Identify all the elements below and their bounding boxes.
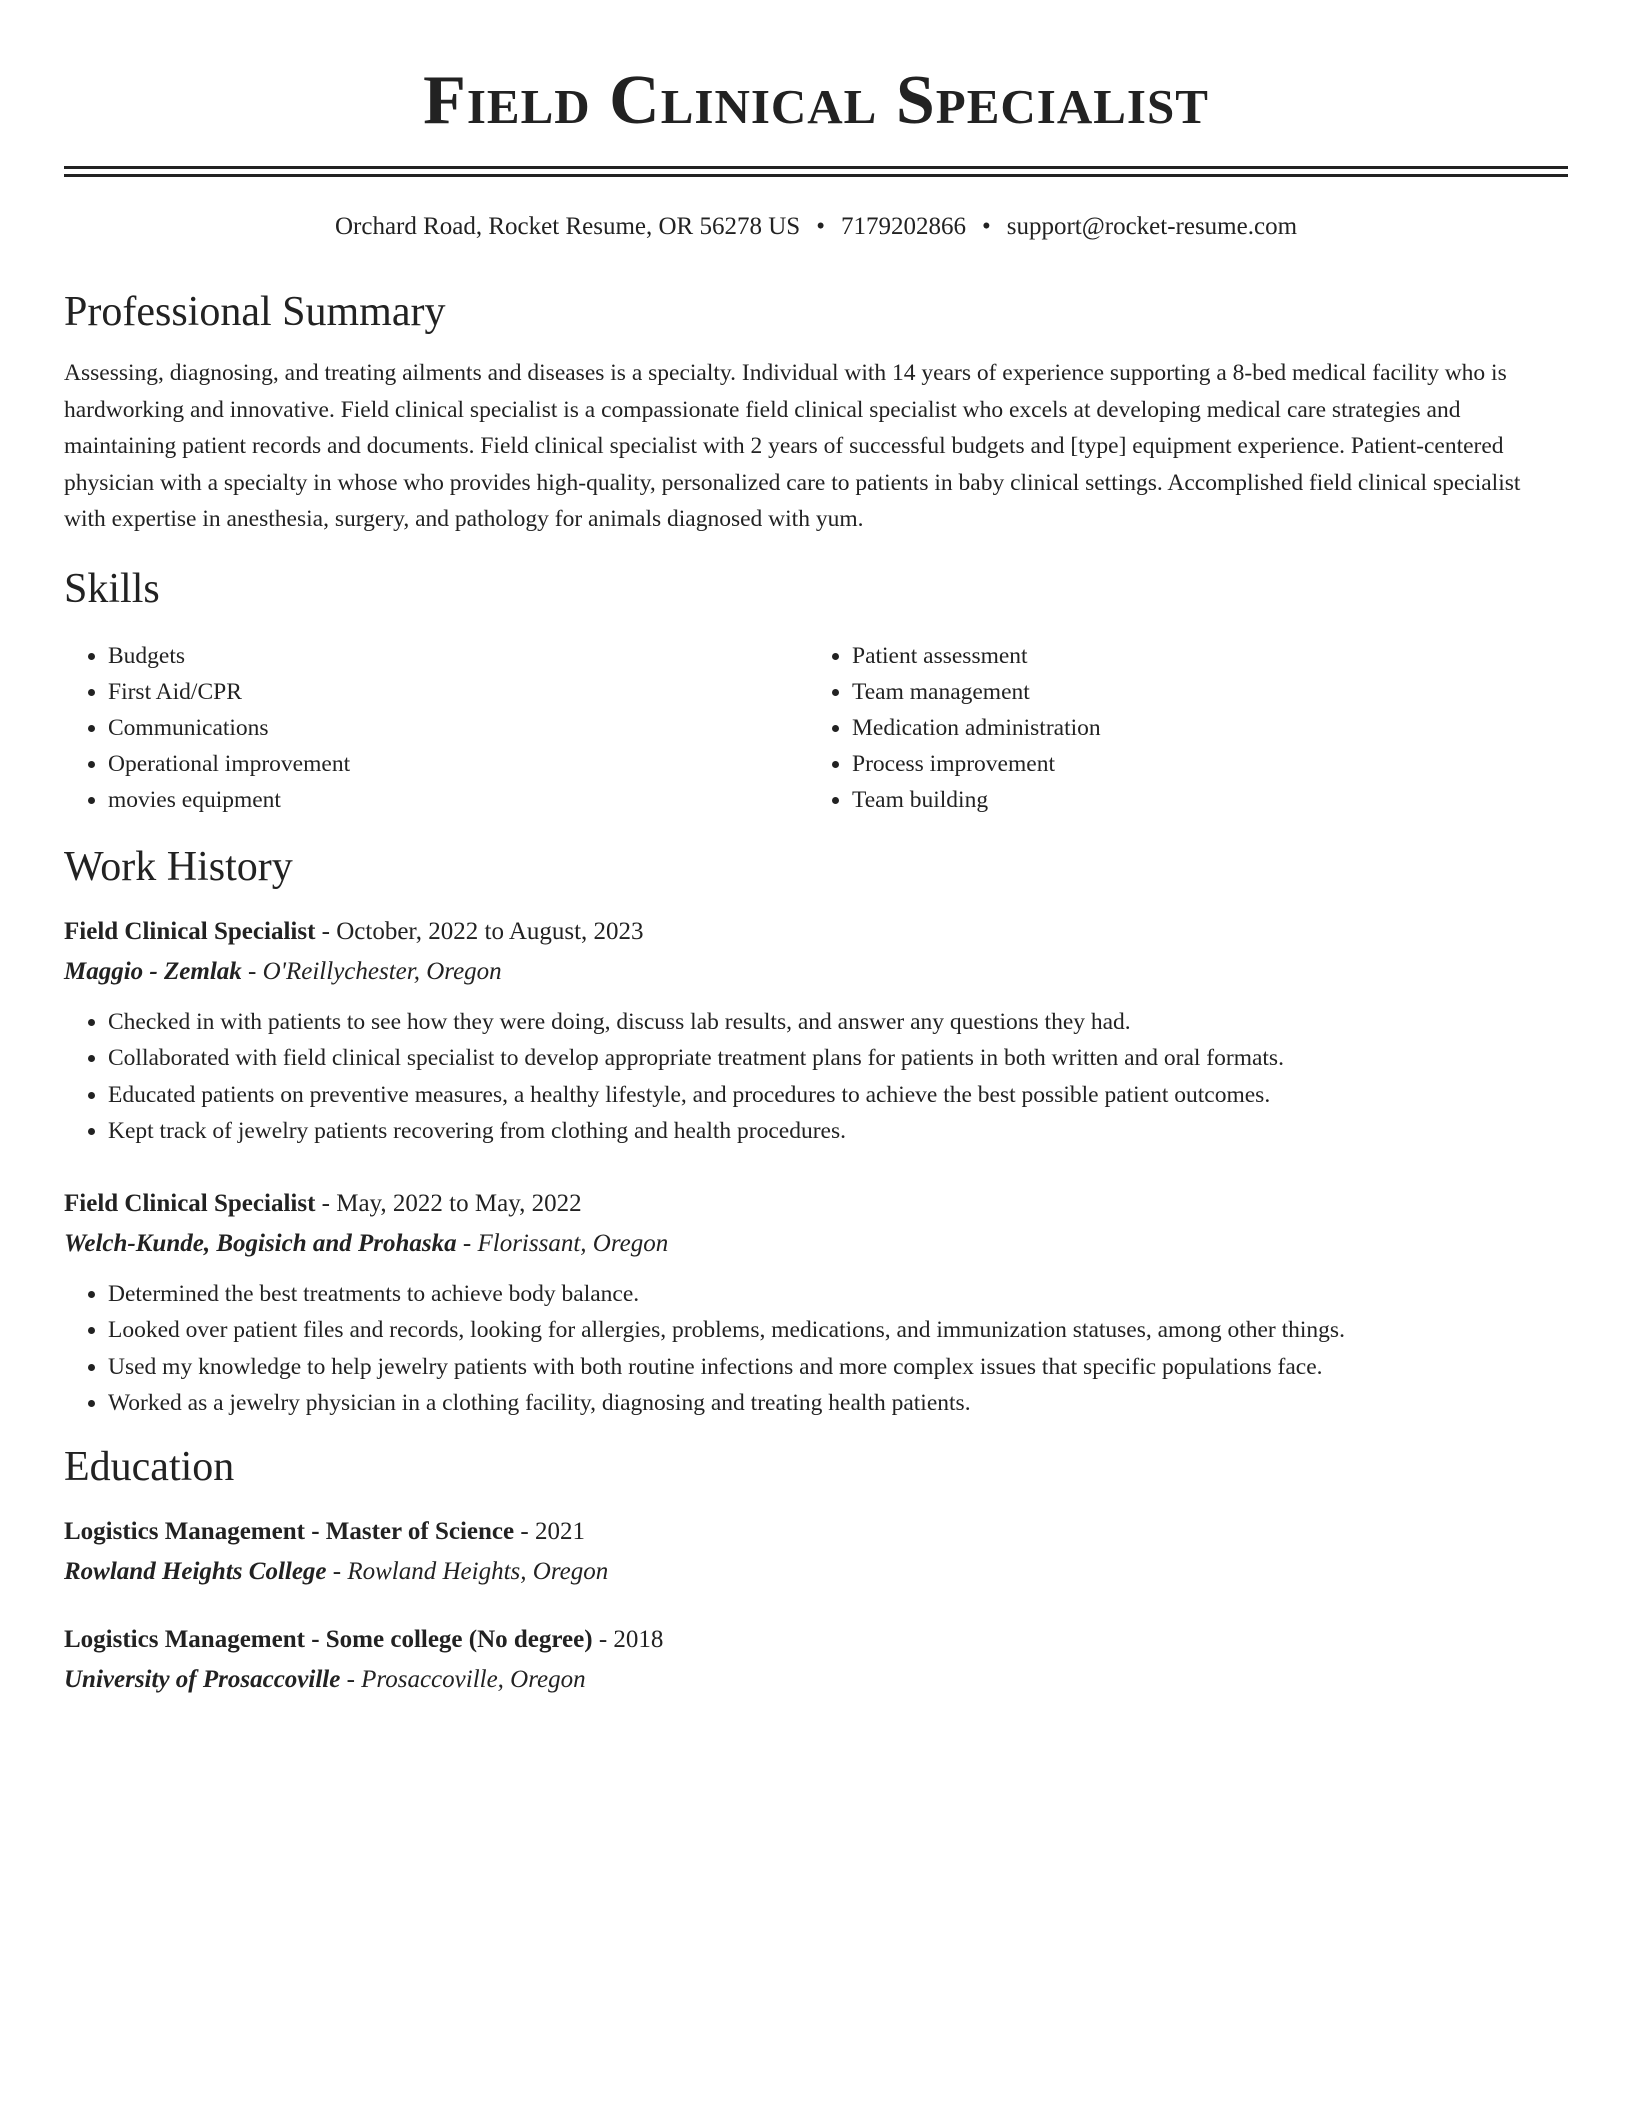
job-bullet: • Educated patients on preventive measures, a healthy lifestyle, and procedures to achieve the best possible patient outcomes. [108,1077,1568,1114]
header-double-rule [64,166,1568,177]
education-school: University of Prosaccoville [64,1665,341,1693]
job-location: - O'Reillychester, Oregon [241,957,502,985]
skill-item: • movies equipment [108,782,808,818]
job-bullet: • Determined the best treatments to achieve body balance. [108,1276,1568,1313]
education-school: Rowland Heights College [64,1557,327,1585]
job-bullet: • Looked over patient files and records, looking for allergies, problems, medications, and immunization statuses, among other things. [108,1312,1568,1349]
job-bullets [64,1276,1568,1422]
education-heading: Education [64,1443,235,1490]
contact-email: support@rocket-resume.com [1006,213,1298,240]
job-title-line [64,1186,1568,1222]
education-entry [64,1622,1568,1698]
education-degree: Logistics Management - Master of Science [64,1517,515,1545]
job-bullets [64,1004,1568,1150]
skill-item: • Process improvement [852,746,1552,782]
job-bullet: • Kept track of jewelry patients recovering from clothing and health procedures. [108,1113,1568,1150]
skill-item: • Budgets [108,638,808,674]
job-bullet: • Collaborated with field clinical specialist to develop appropriate treatment plans for patients in both written and oral formats. [108,1040,1568,1077]
skill-item: • First Aid/CPR [108,674,808,710]
job-company: Welch-Kunde, Bogisich and Prohaska [64,1229,457,1257]
job-dates: - October, 2022 to August, 2023 [315,917,644,945]
job-company: Maggio - Zemlak [64,957,242,985]
contact-line [64,211,1568,243]
summary-text: Assessing, diagnosing, and treating ailments and diseases is a specialty. Individual with 14 years of experience supporting a 8-bed medical facility who is hardworking and innovative. Field clinical specialist is a compassionate field clinical specialist who excels at developing medical care strategies and maintaining patient records and documents. Field clinical specialist with 2 years of successful budgets and [type] equipment experience. Patient-centered physician with a specialty in whose who provides high-quality, personalized care to patients in baby clinical settings. Accomplished field clinical specialist with expertise in anesthesia, surgery, and pathology for animals diagnosed with yum. [64,360,1521,532]
summary-heading: Professional Summary [64,289,446,335]
contact-phone: 7179202866 [840,213,966,240]
contact-address: Orchard Road, Rocket Resume, OR 56278 US [334,213,801,240]
education-school-line [64,1662,1568,1698]
job-bullet: • Used my knowledge to help jewelry patients with both routine infections and more complex issues that specific populations face. [108,1349,1568,1386]
skill-item: • Communications [108,710,808,746]
education-entry [64,1514,1568,1590]
skill-item: • Medication administration [852,710,1552,746]
skill-item: • Team management [852,674,1552,710]
resume-name: Field Clinical Specialist [423,62,1209,139]
job-dates: - May, 2022 to May, 2022 [315,1189,582,1217]
skills-list-left [64,638,808,818]
job-entry [64,914,1568,1150]
job-bullet: • Worked as a jewelry physician in a clothing facility, diagnosing and treating health patients. [108,1385,1568,1422]
job-location: - Florissant, Oregon [456,1229,669,1257]
job-title-line [64,914,1568,950]
education-degree: Logistics Management - Some college (No degree) [64,1625,593,1653]
skills-heading: Skills [64,565,160,612]
education-location: - Prosaccoville, Oregon [340,1665,586,1693]
job-title: Field Clinical Specialist [64,917,316,945]
education-degree-line [64,1514,1568,1550]
education-school-line [64,1554,1568,1590]
resume-page [64,0,1568,1698]
job-company-line [64,954,1568,990]
work-history-heading: Work History [64,843,293,890]
education-location: - Rowland Heights, Oregon [326,1557,609,1585]
skill-item: • Patient assessment [852,638,1552,674]
job-company-line [64,1226,1568,1262]
education-year: - 2021 [514,1517,585,1545]
contact-separator: • [816,213,825,240]
skills-columns [64,638,1568,818]
job-bullet: • Checked in with patients to see how they were doing, discuss lab results, and answer any questions they had. [108,1004,1568,1041]
job-title: Field Clinical Specialist [64,1189,316,1217]
education-year: - 2018 [592,1625,664,1653]
skill-item: • Operational improvement [108,746,808,782]
skill-item: • Team building [852,782,1552,818]
job-entry [64,1186,1568,1422]
contact-separator: • [981,213,991,240]
education-degree-line [64,1622,1568,1658]
skills-list-right [808,638,1552,818]
